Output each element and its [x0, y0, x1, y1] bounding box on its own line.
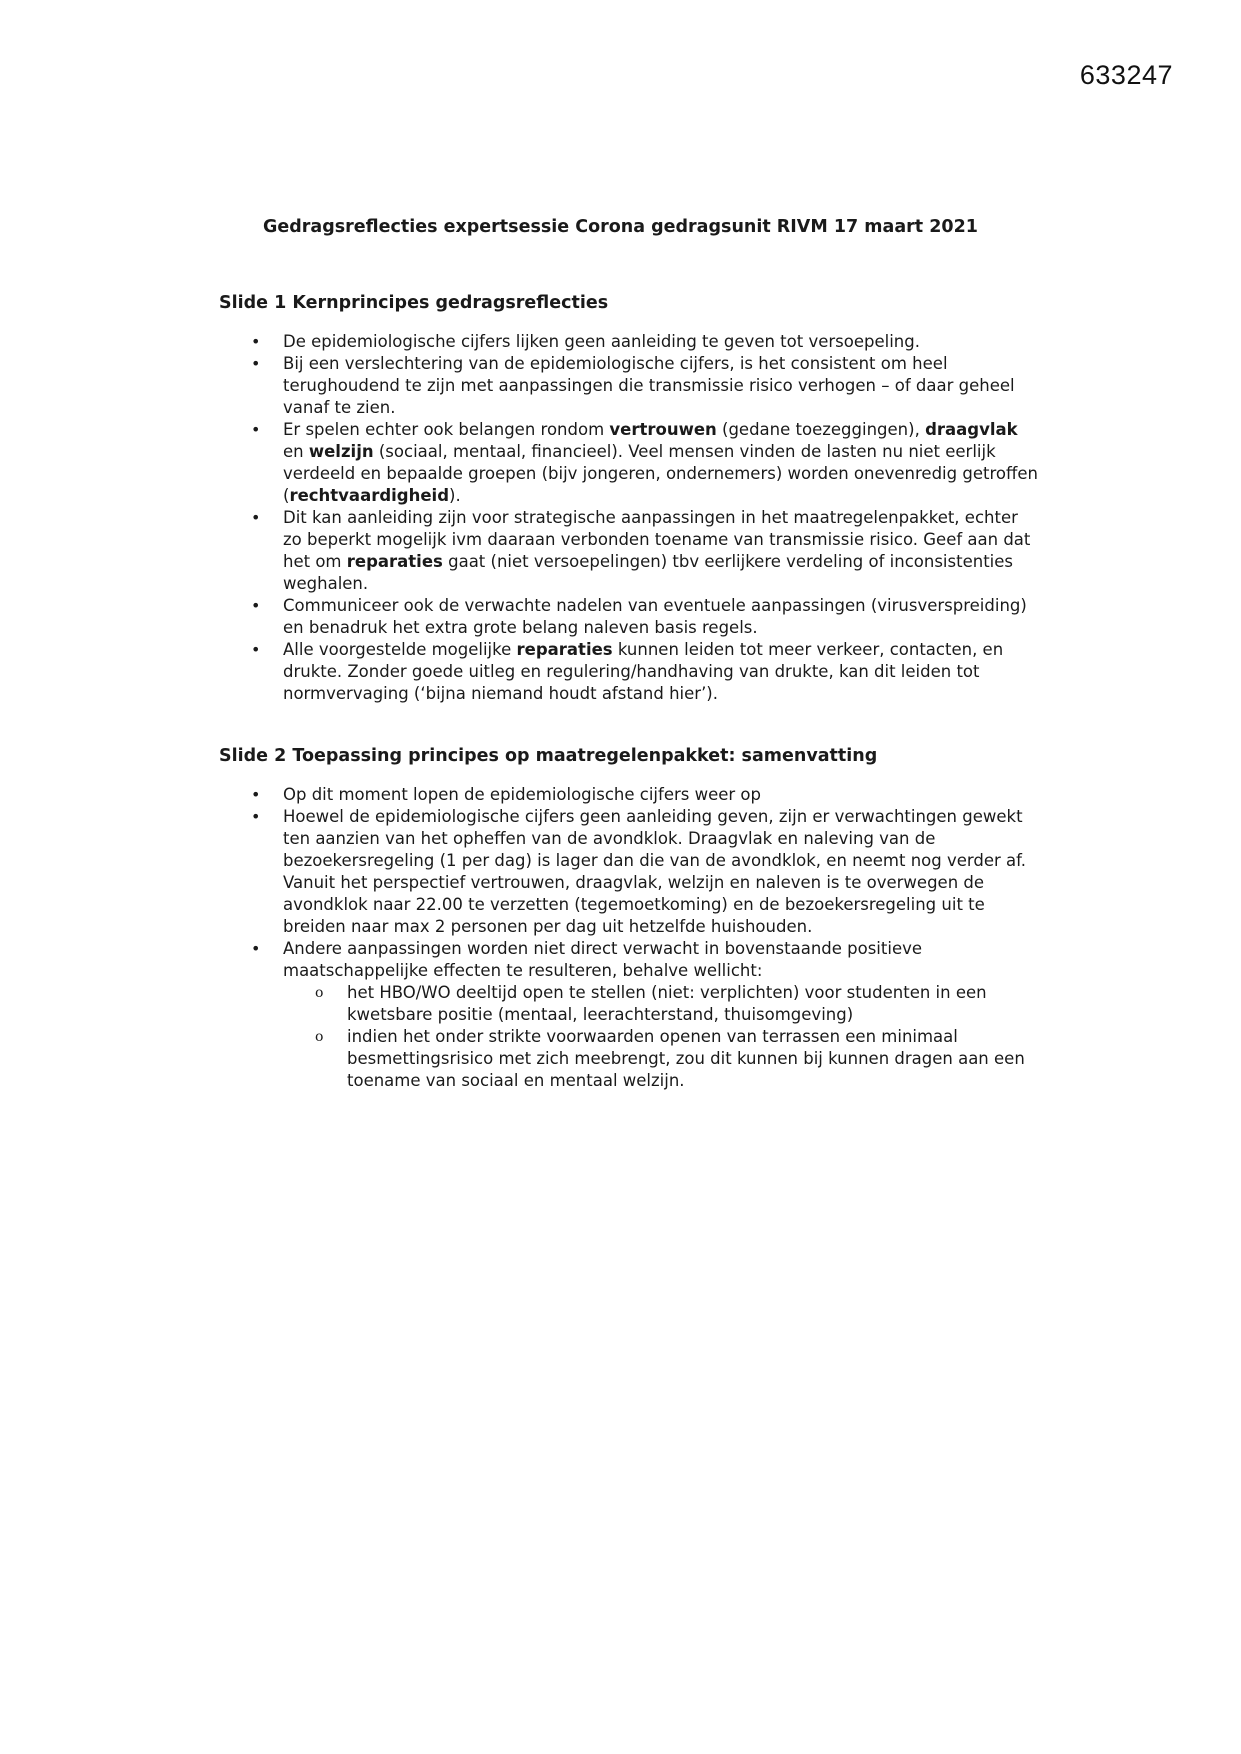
- slide-1-bullet-list: [219, 331, 1039, 705]
- document-title: Gedragsreflecties expertsessie Corona gedragsunit RIVM 17 maart 2021: [263, 217, 978, 237]
- emphasis: rechtvaardigheid: [289, 486, 450, 505]
- list-item: • Hoewel de epidemiologische cijfers geen aanleiding geven, zijn er verwachtingen gewekt ten aanzien van het opheffen van de avondklok. Draagvlak en naleving van de bezoekersregeling (1 per dag) is lager dan die van de avondklok, en neemt nog verder af. Vanuit het perspectief vertrouwen, draagvlak, welzijn en naleven is te overwegen de avondklok naar 22.00 te verzetten (tegemoetkoming) en de bezoekersregeling uit te breiden naar max 2 personen per dag uit hetzelfde huishouden.: [219, 806, 1039, 938]
- sub-list-item: o indien het onder strikte voorwaarden openen van terrassen een minimaal besmettingsrisico met zich meebrengt, zou dit kunnen bij kunnen dragen aan een toename van sociaal en mentaal welzijn.: [283, 1026, 1039, 1092]
- section-heading-slide-1: Slide 1 Kernprincipes gedragsreflecties: [219, 293, 609, 313]
- emphasis: reparaties: [346, 552, 443, 571]
- list-item: • Communiceer ook de verwachte nadelen van eventuele aanpassingen (virusverspreiding) en benadruk het extra grote belang naleven basis regels.: [219, 595, 1039, 639]
- slide-2-bullet-list: [219, 784, 1039, 1092]
- document-body: [219, 292, 1039, 1092]
- slide-2-sub-bullet-list: [283, 982, 1039, 1092]
- emphasis: reparaties: [516, 640, 613, 659]
- list-item: • Op dit moment lopen de epidemiologische cijfers weer op: [219, 784, 1039, 806]
- section-heading-slide-2: Slide 2 Toepassing principes op maatregelenpakket: samenvatting: [219, 746, 878, 766]
- list-item: • Dit kan aanleiding zijn voor strategische aanpassingen in het maatregelenpakket, echter zo beperkt mogelijk ivm daaraan verbonden toename van transmissie risico. Geef aan dat het om reparaties gaat (niet versoepelingen) tbv eerlijkere verdeling of inconsistenties weghalen.: [219, 507, 1039, 595]
- list-item: • Er spelen echter ook belangen rondom vertrouwen (gedane toezeggingen), draagvlak en welzijn (sociaal, mentaal, financieel). Veel mensen vinden de lasten nu niet eerlijk verdeeld en bepaalde groepen (bijv jongeren, ondernemers) worden onevenredig getroffen (rechtvaardigheid).: [219, 419, 1039, 507]
- document-id: 633247: [1079, 60, 1173, 90]
- list-item: • De epidemiologische cijfers lijken geen aanleiding te geven tot versoepeling.: [219, 331, 1039, 353]
- emphasis: draagvlak: [925, 420, 1018, 439]
- emphasis: welzijn: [308, 442, 374, 461]
- list-item: • Andere aanpassingen worden niet direct verwacht in bovenstaande positieve maatschappelijke effecten te resulteren, behalve wellicht: o het HBO/WO deeltijd open te stellen (niet: verplichten) voor studenten in een kwetsbare positie (mentaal, leerachterstand, thuisomgeving) o indien het onder strikte voorwaarden openen van terrassen een minimaal besmettingsrisico met zich meebrengt, zou dit kunnen bij kunnen dragen aan een toename van sociaal en mentaal welzijn.: [219, 938, 1039, 1092]
- emphasis: vertrouwen: [609, 420, 717, 439]
- list-item: • Alle voorgestelde mogelijke reparaties kunnen leiden tot meer verkeer, contacten, en drukte. Zonder goede uitleg en regulering/handhaving van drukte, kan dit leiden tot normvervaging (‘bijna niemand houdt afstand hier’).: [219, 639, 1039, 705]
- list-item: • Bij een verslechtering van de epidemiologische cijfers, is het consistent om heel terughoudend te zijn met aanpassingen die transmissie risico verhogen – of daar geheel vanaf te zien.: [219, 353, 1039, 419]
- sub-list-item: o het HBO/WO deeltijd open te stellen (niet: verplichten) voor studenten in een kwetsbare positie (mentaal, leerachterstand, thuisomgeving): [283, 982, 1039, 1026]
